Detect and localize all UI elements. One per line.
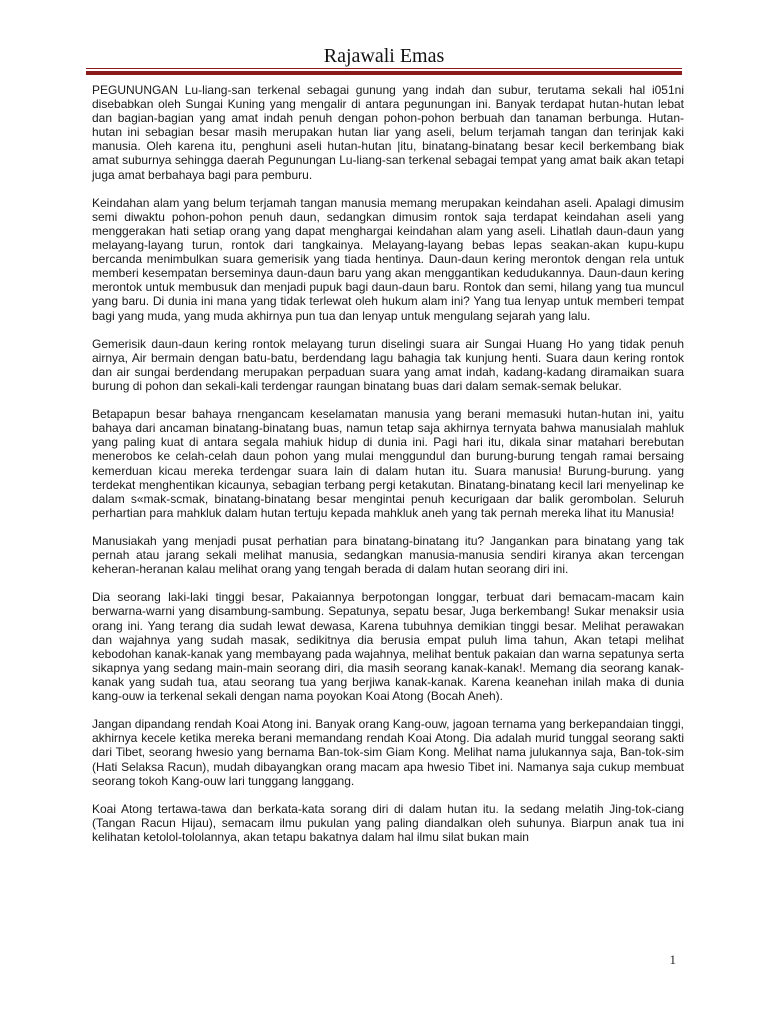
paragraph-7: Jangan dipandang rendah Koai Atong ini. Banyak orang Kang-ouw, jagoan ternama yang berkepandaian tinggi, akhirnya kecele ketika mereka berani memandang rendah Koai Atong. Dia adalah murid tunggal seorang sakti dari Tibet, seorang hwesio yang bernama Ban-tok-sim Giam Kong. Melihat nama julukannya saja, Ban-tok-sim (Hati Selaksa Racun), mudah dibayangkan orang macam apa hwesio Tibet ini. Namanya saja cukup membuat seorang tokoh Kang-ouw lari tunggang langgang. <box>92 717 684 788</box>
paragraph-2: Keindahan alam yang belum terjamah tangan manusia memang merupakan keindahan aseli. Apalagi dimusim semi diwaktu pohon-pohon penuh daun, sedangkan dimusim rontok saja terdapat keindahan aseli yang menggerakan hati setiap orang yang dapat menghargai keindahan alam yang aseli. Lihatlah daun-daun yang melayang-layang turun, rontok dari tangkainya. Melayang-layang bebas lepas seakan-akan kupu-kupu bercanda menimbulkan suara gemerisik yang tiada hentinya. Daun-daun kering merontok dengan rela untuk memberi kesempatan berseminya daun-daun baru yang akan menggantikan kedudukannya. Daun-daun kering merontok untuk membusuk dan menjadi pupuk bagi daun-daun baru. Rontok dan semi, hilang yang tua muncul yang baru. Di dunia ini mana yang tidak terlewat oleh hukum alam ini? Yang tua lenyap untuk memberi tempat bagi yang muda, yang muda akhirnya pun tua dan lenyap untuk mengulang sejarah yang lalu. <box>92 195 684 323</box>
page-number: 1 <box>669 952 676 967</box>
paragraph-6: Dia seorang laki-laki tinggi besar, Pakaiannya berpotongan longgar, terbuat dari bemacam-macam kain berwarna-warni yang disambung-sambung. Sepatunya, sepatu besar, Juga berkembang! Sukar menaksir usia orang ini. Yang terang dia sudah lewat dewasa, Karena tubuhnya demikian tinggi besar. Melihat perawakan dan wajahnya yang sudah masak, sedikitnya dia berusia empat puluh lima tahun, Akan tetapi melihat kebodohan kanak-kanak yang membayang pada wajahnya, melihat bentuk pakaian dan warna sepatunya serta sikapnya yang sedang main-main seorang diri, dia masih seorang kanak-kanak!. Memang dia seorang kanak-kanak yang sudah tua, atau seorang tua yang berjiwa kanak-kanak. Karena keanehan inilah maka di dunia kang-ouw ia terkenal sekali dengan nama poyokan Koai Atong (Bocah Aneh). <box>92 590 684 704</box>
header-rule-thin <box>86 68 682 69</box>
paragraph-4: Betapapun besar bahaya rnengancam keselamatan manusia yang berani memasuki hutan-hutan ini, yaitu bahaya dari ancaman binatang-binatang buas, namun tetap saja akhirnya ternyata bahwa manusialah mahluk yang paling kuat di antara segala mahiuk hidup di dunia ini. Pagi hari itu, dikala sinar matahari berebutan menerobos ke celah-celah daun pohon yang mulai menggundul dan burung-burung tengah ramai bersaing kemerduan kicau mereka terdengar suara lain di dalam hutan itu. Suara manusia! Burung-burung. yang terdekat menghentikan kicaunya, sebagian terbang pergi ketakutan. Binatang-binatang kecil lari menyelinap ke dalam s«mak-scmak, binatang-binatang besar mengintai penuh kecurigaan dar balik gerombolan. Seluruh perhartian para mahkluk dalam hutan tertuju kepada mahkluk aneh yang tak pernah mereka lihat itu Manusia! <box>92 407 684 520</box>
document-body <box>92 83 684 858</box>
paragraph-3: Gemerisik daun-daun kering rontok melayang turun diselingi suara air Sungai Huang Ho yang tidak penuh airnya, Air bermain dengan batu-batu, berdendang lagu bahagia tak kunjung henti. Suara daun kering rontok dan air sungai berdendang merupakan perpaduan suara yang amat indah, kadang-kadang diramaikan suara burung di pohon dan sekali-kali terdengar raungan binatang buas dari dalam semak-semak belukar. <box>92 336 684 393</box>
paragraph-8: Koai Atong tertawa-tawa dan berkata-kata sorang diri di dalam hutan itu. Ia sedang melatih Jing-tok-ciang (Tangan Racun Hijau), semacam ilmu pukulan yang paling diandalkan oleh suhunya. Biarpun anak tua ini kelihatan ketolol-tololannya, akan tetapu bakatnya dalam hal ilmu silat bukan main <box>92 801 684 844</box>
document-title: Rajawali Emas <box>323 45 445 67</box>
paragraph-5: Manusiakah yang menjadi pusat perhatian para binatang-binatang itu? Jangankan para binatang yang tak pernah atau jarang sekali melihat manusia, sedangkan manusia-manusia sendiri kiranya akan tercengan keheran-heranan kalau melihat orang yang tengah berada di dalam hutan seorang diri ini. <box>92 534 684 577</box>
header-rule-thick <box>86 71 682 75</box>
paragraph-1: PEGUNUNGAN Lu-liang-san terkenal sebagai gunung yang indah dan subur, terutama sekali hal i051ni disebabkan oleh Sungai Kuning yang mengalir di antara pegunungan ini. Banyak terdapat hutan-hutan lebat dan bagian-bagian yang amat indah penuh dengan pohon-pohon berbuah dan tanaman berbunga. Hutan-hutan ini sebagian besar masih merupakan hutan liar yang aseli, belum terjamah tangan dan terinjak kaki manusia. Oleh karena itu, penghuni aseli hutan-hutan |itu, binatang-binatang besar kecil berkembang biak amat suburnya sehingga daerah Pegunungan Lu-liang-san terkenal sebagai tempat yang amat baik akan tetapi juga amat berbahaya bagi para pemburu. <box>92 83 684 182</box>
